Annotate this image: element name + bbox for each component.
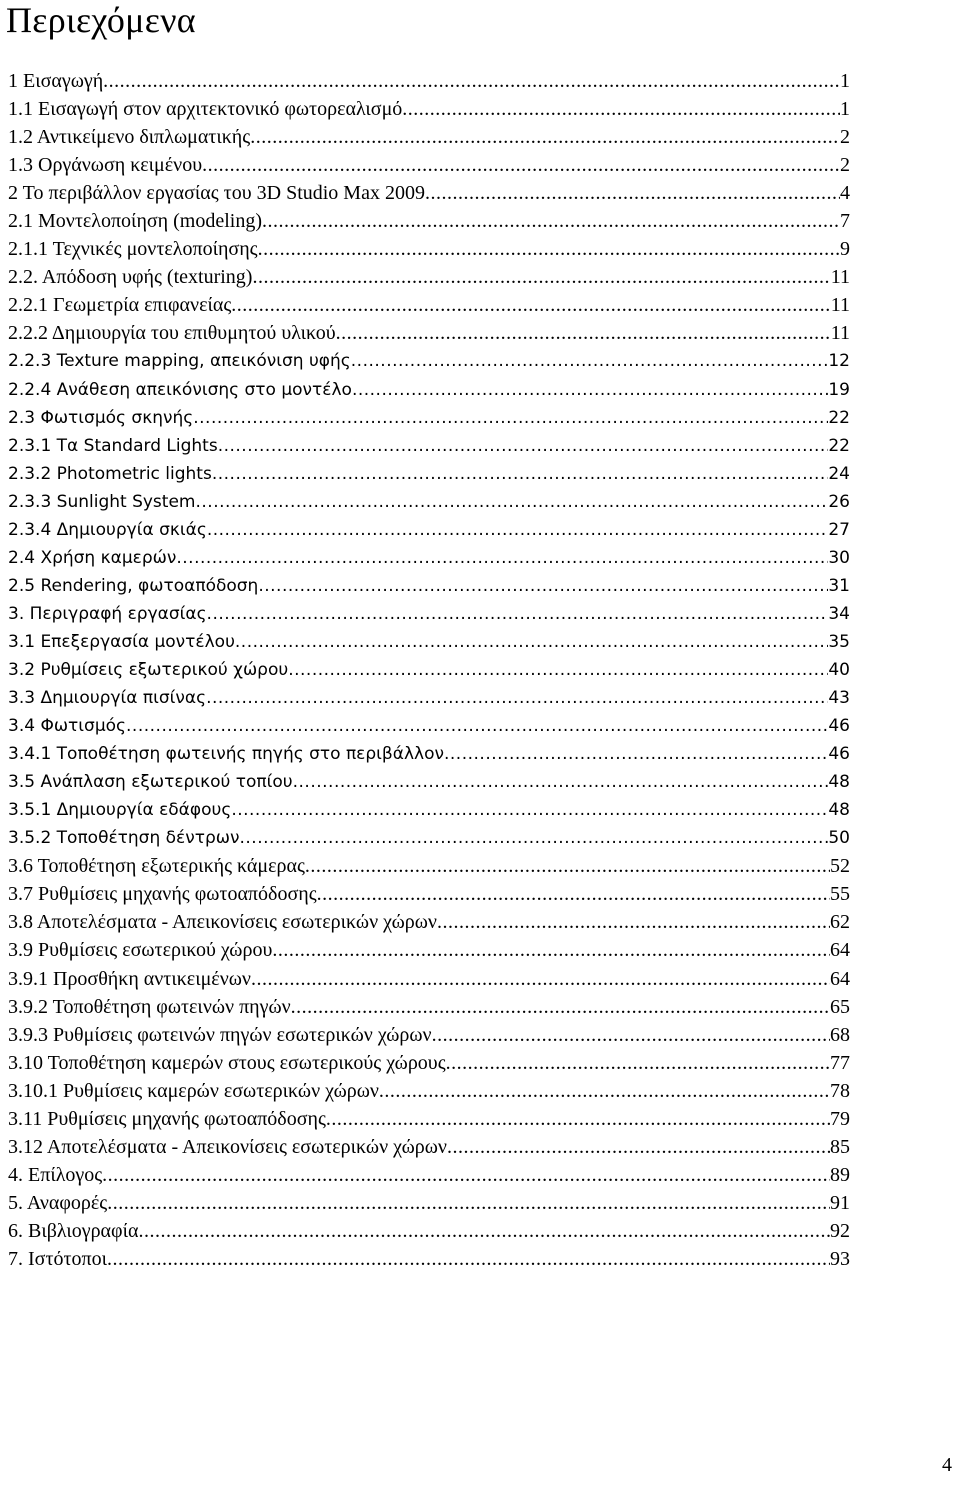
toc-entry-title: 3.11 Ρυθμίσεις μηχανής φωτοαπόδοσης — [8, 1107, 326, 1130]
toc-entry-page: 48 — [828, 772, 850, 793]
toc-entry — [8, 460, 850, 488]
toc-entry-page: 65 — [830, 995, 850, 1018]
toc-entry-page: 79 — [830, 1107, 850, 1130]
toc-entry-title: 3.9 Ρυθμίσεις εσωτερικού χώρου — [8, 939, 273, 962]
toc-entry — [8, 965, 850, 993]
toc-entry-title: 3.9.2 Τοποθέτηση φωτεινών πηγών — [8, 995, 291, 1018]
toc-entry — [8, 1245, 850, 1273]
toc-entry-title: 2.3.4 Δημιουργία σκιάς — [8, 519, 207, 540]
toc-entry-title: 4. Επίλογος — [8, 1163, 103, 1186]
toc-entry-page: 85 — [830, 1135, 850, 1158]
toc-entry-page: 46 — [828, 716, 850, 737]
toc-entry — [8, 404, 850, 432]
toc-dot-leader — [239, 824, 828, 852]
toc-entry-page: 89 — [830, 1163, 850, 1186]
toc-entry-title: 1.1 Εισαγωγή στον αρχιτεκτονικό φωτορεαλισμό — [8, 98, 403, 121]
toc-dot-leader — [207, 516, 829, 544]
toc-entry-page: 27 — [828, 519, 850, 540]
toc-entry — [8, 684, 850, 712]
toc-entry — [8, 880, 850, 908]
toc-entry-page: 22 — [828, 407, 850, 428]
toc-entry — [8, 1105, 850, 1133]
toc-entry-page: 2 — [840, 126, 850, 149]
toc-dot-leader — [138, 1217, 830, 1245]
toc-entry — [8, 656, 850, 684]
toc-dot-leader — [107, 1245, 830, 1273]
toc-entry-page: 46 — [828, 744, 850, 765]
toc-entry-page: 92 — [830, 1219, 850, 1242]
toc-entry-title: 2 Το περιβάλλον εργασίας του 3D Studio Max 2009 — [8, 182, 425, 205]
toc-dot-leader — [193, 404, 828, 432]
toc-entry — [8, 263, 850, 291]
toc-entry-title: 2.3.3 Sunlight System — [8, 491, 196, 512]
toc-entry-page: 1 — [840, 98, 850, 121]
toc-dot-leader — [425, 179, 840, 207]
toc-entry-title: 3.7 Ρυθμίσεις μηχανής φωτοαπόδοσης — [8, 883, 317, 906]
toc-entry — [8, 824, 850, 852]
toc-entry — [8, 1049, 850, 1077]
toc-entry-page: 24 — [828, 463, 850, 484]
toc-entry-page: 40 — [828, 659, 850, 680]
toc-entry — [8, 67, 850, 95]
toc-entry — [8, 432, 850, 460]
toc-dot-leader — [126, 712, 828, 740]
toc-entry-title: 2.5 Rendering, φωτοαπόδοση — [8, 575, 259, 596]
toc-entry-page: 19 — [828, 379, 850, 400]
toc-entry — [8, 1021, 850, 1049]
toc-entry-title: 7. Ιστότοποι — [8, 1247, 107, 1270]
toc-entry-title: 3.10 Τοποθέτηση καμερών στους εσωτερικούς χώρους — [8, 1051, 446, 1074]
toc-entry-page: 64 — [830, 967, 850, 990]
toc-entry-title: 2.2. Απόδοση υφής (texturing) — [8, 266, 253, 289]
toc-entry — [8, 572, 850, 600]
toc-dot-leader — [317, 880, 830, 908]
toc-dot-leader — [107, 1189, 830, 1217]
toc-entry-title: 6. Βιβλιογραφία — [8, 1219, 139, 1242]
toc-entry — [8, 544, 850, 572]
toc-entry-title: 3.1 Επεξεργασία μοντέλου — [8, 631, 235, 652]
toc-entry — [8, 151, 850, 179]
toc-entry-page: 64 — [830, 939, 850, 962]
toc-entry-page: 26 — [828, 491, 850, 512]
toc-entry-title: 3.4 Φωτισμός — [8, 716, 127, 737]
toc-entry-page: 55 — [830, 883, 850, 906]
toc-entry — [8, 740, 850, 768]
toc-dot-leader — [195, 488, 828, 516]
toc-entry — [8, 488, 850, 516]
toc-entry-page: 12 — [828, 351, 850, 372]
toc-dot-leader — [231, 796, 828, 824]
toc-entry-title: 3.9.1 Προσθήκη αντικειμένων — [8, 967, 251, 990]
toc-entry — [8, 993, 850, 1021]
toc-entry-title: 2.2.4 Ανάθεση απεικόνισης στο μοντέλο — [8, 379, 352, 400]
toc-entry-page: 52 — [830, 855, 850, 878]
toc-entry-title: 3.4.1 Τοποθέτηση φωτεινής πηγής στο περιβάλλον — [8, 744, 444, 765]
toc-entry-page: 43 — [828, 688, 850, 709]
toc-dot-leader — [351, 347, 829, 375]
toc-entry — [8, 235, 850, 263]
toc-entry — [8, 95, 850, 123]
toc-dot-leader — [206, 684, 828, 712]
toc-entry-page: 9 — [840, 238, 850, 261]
toc-dot-leader — [250, 123, 840, 151]
toc-dot-leader — [288, 656, 828, 684]
toc-entry-title: 2.2.2 Δημιουργία του επιθυμητού υλικού — [8, 322, 336, 345]
toc-entry-page: 50 — [828, 828, 850, 849]
toc-dot-leader — [447, 1133, 830, 1161]
toc-dot-leader — [262, 207, 840, 235]
toc-entry — [8, 516, 850, 544]
toc-dot-leader — [102, 1161, 830, 1189]
toc-entry-title: 3.5.1 Δημιουργία εδάφους — [8, 800, 232, 821]
toc-entry — [8, 1189, 850, 1217]
toc-entry-page: 11 — [830, 266, 850, 289]
toc-dot-leader — [336, 319, 831, 347]
toc-entry-title: 2.3 Φωτισμός σκηνής — [8, 407, 194, 428]
toc-dot-leader — [291, 993, 830, 1021]
toc-dot-leader — [202, 151, 840, 179]
toc-dot-leader — [207, 600, 829, 628]
toc-entry-page: 2 — [840, 154, 850, 177]
toc-entry — [8, 179, 850, 207]
toc-entry-page: 68 — [830, 1023, 850, 1046]
toc-dot-leader — [293, 768, 829, 796]
toc-entry-title: 3.5 Ανάπλαση εξωτερικού τοπίου — [8, 772, 293, 793]
toc-dot-leader — [437, 908, 830, 936]
toc-entry — [8, 291, 850, 319]
toc-entry — [8, 908, 850, 936]
toc-entry-page: 1 — [840, 70, 850, 92]
toc-dot-leader — [402, 95, 840, 123]
toc-dot-leader — [258, 235, 840, 263]
toc-entry — [8, 123, 850, 151]
toc-dot-leader — [326, 1105, 830, 1133]
toc-entry-title: 3.3 Δημιουργία πισίνας — [8, 688, 207, 709]
toc-dot-leader — [252, 263, 830, 291]
toc-entry-page: 4 — [840, 182, 850, 205]
toc-entry-title: 2.3.2 Photometric lights — [8, 463, 212, 484]
toc-entry-page: 77 — [830, 1051, 850, 1074]
toc-entry-title: 5. Αναφορές — [8, 1191, 108, 1214]
toc-entry-title: 1 Εισαγωγή — [8, 70, 104, 92]
toc-entry-title: 1.3 Οργάνωση κειμένου — [8, 154, 203, 177]
toc-entry-page: 93 — [830, 1247, 850, 1270]
toc-dot-leader — [432, 1021, 830, 1049]
page-title: Περιεχόμενα — [6, 0, 196, 40]
toc-entry — [8, 1133, 850, 1161]
toc-dot-leader — [379, 1077, 830, 1105]
toc-entry — [8, 852, 850, 880]
toc-entry-page: 31 — [828, 575, 850, 596]
toc-dot-leader — [272, 936, 830, 964]
toc-dot-leader — [231, 291, 830, 319]
toc-entry-page: 35 — [828, 631, 850, 652]
toc-entry-title: 3.9.3 Ρυθμίσεις φωτεινών πηγών εσωτερικών χώρων — [8, 1023, 432, 1046]
toc-entry — [8, 768, 850, 796]
toc-entry-title: 3.5.2 Τοποθέτηση δέντρων — [8, 828, 240, 849]
toc-entry-title: 2.3.1 Τα Standard Lights — [8, 435, 218, 456]
toc-entry-page: 11 — [830, 322, 850, 345]
toc-entry — [8, 376, 850, 404]
toc-dot-leader — [305, 852, 830, 880]
toc-entry — [8, 712, 850, 740]
toc-entry-title: 2.4 Χρήση καμερών — [8, 547, 177, 568]
toc-entry — [8, 936, 850, 964]
toc-entry — [8, 1161, 850, 1189]
toc-entry-page: 34 — [828, 603, 850, 624]
toc-entry-title: 3.8 Αποτελέσματα - Απεικονίσεις εσωτερικών χώρων — [8, 911, 437, 934]
toc-entry-page: 48 — [828, 800, 850, 821]
toc-entry-page: 30 — [828, 547, 850, 568]
toc-dot-leader — [212, 460, 829, 488]
toc-entry-title: 3.2 Ρυθμίσεις εξωτερικού χώρου — [8, 659, 289, 680]
toc-dot-leader — [446, 1049, 830, 1077]
toc-entry-title: 2.1 Μοντελοποίηση (modeling) — [8, 210, 263, 233]
toc-entry — [8, 1217, 850, 1245]
toc-entry-title: 2.1.1 Τεχνικές μοντελοποίησης — [8, 238, 258, 261]
toc-dot-leader — [444, 740, 828, 768]
toc-entry — [8, 600, 850, 628]
toc-entry-page: 22 — [828, 435, 850, 456]
toc-dot-leader — [103, 67, 840, 95]
toc-dot-leader — [218, 432, 829, 460]
toc-dot-leader — [251, 965, 830, 993]
toc-entry-title: 3.6 Τοποθέτηση εξωτερικής κάμερας — [8, 855, 305, 878]
toc-dot-leader — [176, 544, 828, 572]
toc-entry-page: 7 — [840, 210, 850, 233]
toc-entry-page: 91 — [830, 1191, 850, 1214]
toc-entry-page: 11 — [830, 294, 850, 317]
toc-entry — [8, 207, 850, 235]
toc-dot-leader — [258, 572, 828, 600]
toc-entry — [8, 347, 850, 375]
toc-entry-page: 78 — [830, 1079, 850, 1102]
toc-entry-title: 3.12 Αποτελέσματα - Απεικονίσεις εσωτερικών χώρων — [8, 1135, 447, 1158]
toc-entry-title: 2.2.3 Texture mapping, απεικόνιση υφής — [8, 351, 351, 372]
toc-entry-page: 62 — [830, 911, 850, 934]
toc-entry-title: 3.10.1 Ρυθμίσεις καμερών εσωτερικών χώρων — [8, 1079, 379, 1102]
toc-entry-title: 3. Περιγραφή εργασίας — [8, 603, 207, 624]
page-number: 4 — [942, 1454, 952, 1476]
toc-entry — [8, 628, 850, 656]
toc-entry-title: 1.2 Αντικείμενο διπλωματικής — [8, 126, 251, 149]
toc-entry-title: 2.2.1 Γεωμετρία επιφανείας — [8, 294, 232, 317]
toc-entry — [8, 1077, 850, 1105]
toc-dot-leader — [352, 376, 828, 404]
toc-dot-leader — [235, 628, 828, 656]
toc-entry — [8, 319, 850, 347]
table-of-contents — [8, 67, 850, 1273]
toc-entry — [8, 796, 850, 824]
